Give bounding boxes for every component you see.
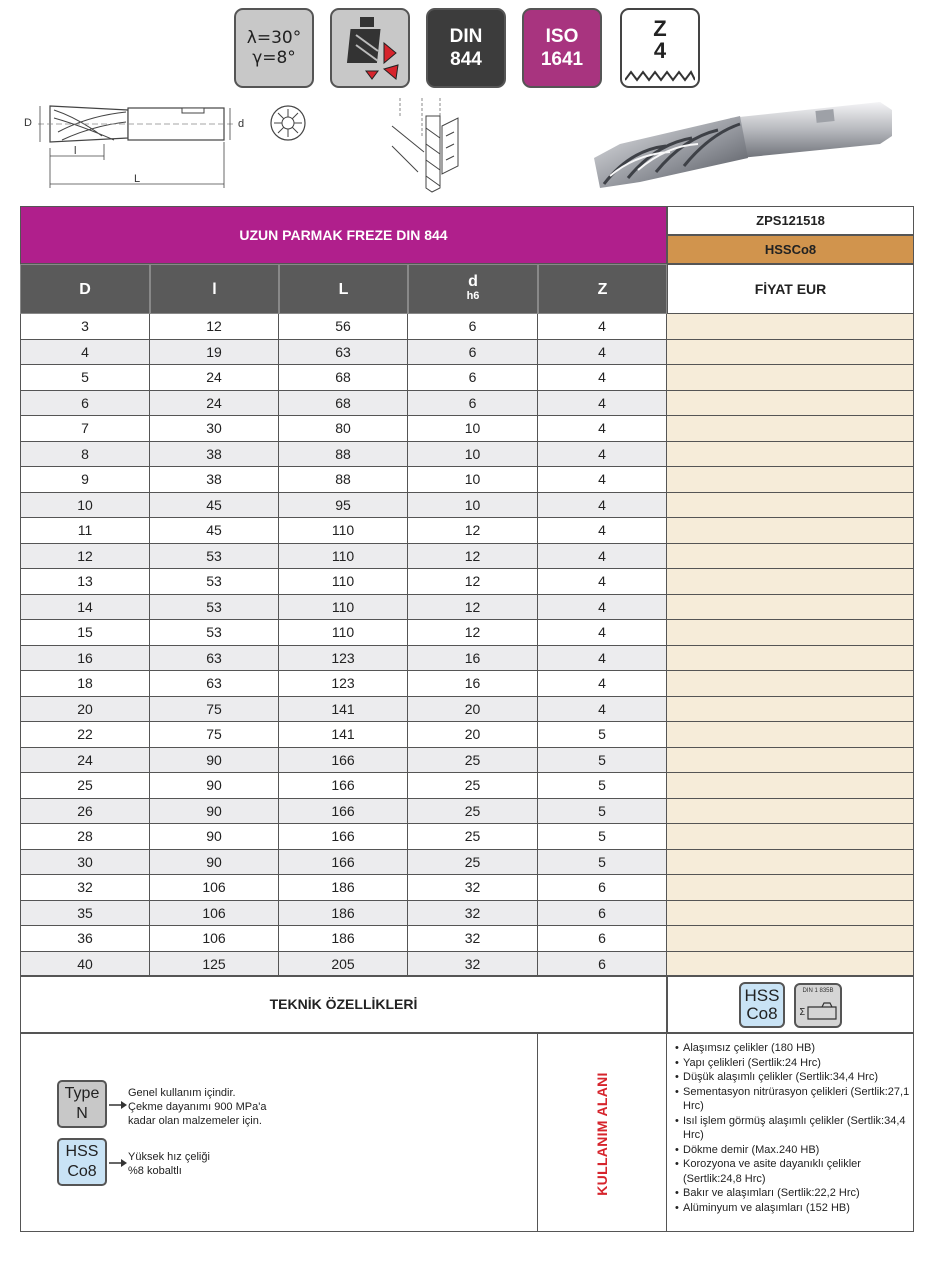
cell-Z: 4 — [538, 569, 667, 595]
usage-list-cell — [667, 1033, 914, 1232]
usage-item: • Alaşımsız çelikler (180 HB) — [675, 1041, 913, 1056]
cell-D: 13 — [20, 569, 150, 595]
table-row — [20, 544, 914, 570]
cell-L: 110 — [279, 620, 408, 646]
cell-price — [667, 340, 914, 366]
hss-description — [128, 1150, 210, 1178]
table-title: UZUN PARMAK FREZE DIN 844 — [20, 206, 667, 264]
table-row — [20, 416, 914, 442]
table-row — [20, 646, 914, 672]
cell-Z: 5 — [538, 722, 667, 748]
table-row — [20, 620, 914, 646]
column-header-D-label: D — [79, 280, 91, 298]
cell-l: 90 — [150, 799, 279, 825]
cell-price — [667, 926, 914, 952]
hss-icon-line2: Co8 — [746, 1004, 778, 1023]
cell-D: 24 — [20, 748, 150, 774]
cell-L: 123 — [279, 646, 408, 672]
cell-Z: 5 — [538, 799, 667, 825]
tech-icons — [667, 975, 914, 1033]
d-dim-label: d — [238, 118, 245, 130]
cell-L: 166 — [279, 748, 408, 774]
cell-L: 186 — [279, 926, 408, 952]
helix-rake-angle-badge — [234, 8, 314, 88]
cell-price — [667, 748, 914, 774]
cell-D: 3 — [20, 314, 150, 340]
cell-Z: 4 — [538, 493, 667, 519]
cell-d: 32 — [408, 952, 538, 978]
cell-l: 53 — [150, 544, 279, 570]
type-desc-line1: Genel kullanım içindir. — [128, 1087, 236, 1099]
cell-Z: 4 — [538, 391, 667, 417]
cell-price — [667, 773, 914, 799]
cell-Z: 4 — [538, 518, 667, 544]
cell-D: 4 — [20, 340, 150, 366]
cell-d: 12 — [408, 569, 538, 595]
cell-l: 90 — [150, 773, 279, 799]
cell-price — [667, 493, 914, 519]
table-row — [20, 467, 914, 493]
cell-D: 16 — [20, 646, 150, 672]
shank-shape-icon — [798, 999, 842, 1025]
cell-d: 32 — [408, 875, 538, 901]
cell-Z: 6 — [538, 875, 667, 901]
type-line1: Type — [64, 1085, 100, 1102]
table-row — [20, 850, 914, 876]
cell-l: 53 — [150, 569, 279, 595]
hss-line2: Co8 — [67, 1163, 97, 1180]
type-desc-line3: kadar olan malzemeler için. — [128, 1115, 262, 1127]
cell-price — [667, 442, 914, 468]
cell-D: 35 — [20, 901, 150, 927]
material-label: HSSCo8 — [667, 235, 914, 264]
cell-D: 14 — [20, 595, 150, 621]
cell-d: 12 — [408, 595, 538, 621]
cell-price — [667, 697, 914, 723]
cell-l: 45 — [150, 518, 279, 544]
cell-D: 10 — [20, 493, 150, 519]
cell-Z: 4 — [538, 314, 667, 340]
cell-L: 110 — [279, 569, 408, 595]
iso-number: 1641 — [540, 49, 584, 70]
cell-Z: 4 — [538, 442, 667, 468]
teeth-icon — [625, 68, 695, 82]
z-label: Z — [653, 16, 667, 41]
cell-D: 5 — [20, 365, 150, 391]
cell-L: 166 — [279, 824, 408, 850]
cell-d: 6 — [408, 340, 538, 366]
hss-desc-line2: %8 kobaltlı — [128, 1165, 182, 1177]
hss-co8-icon — [739, 982, 785, 1028]
iso-badge — [522, 8, 602, 88]
cell-d: 16 — [408, 646, 538, 672]
table-row — [20, 493, 914, 519]
table-row — [20, 952, 914, 978]
cell-l: 106 — [150, 926, 279, 952]
cell-l: 24 — [150, 365, 279, 391]
cell-price — [667, 646, 914, 672]
type-desc-line2: Çekme dayanımı 900 MPa'a — [128, 1101, 267, 1113]
table-row — [20, 518, 914, 544]
cell-d: 25 — [408, 773, 538, 799]
operation-drawing — [388, 96, 478, 196]
cell-price — [667, 875, 914, 901]
cell-price — [667, 722, 914, 748]
cell-d: 10 — [408, 442, 538, 468]
usage-item: • Korozyona ve asite dayanıklı çelikler (Sertlik:24,8 Hrc) — [675, 1157, 913, 1186]
cell-l: 45 — [150, 493, 279, 519]
cell-price — [667, 365, 914, 391]
cell-Z: 4 — [538, 595, 667, 621]
table-row — [20, 773, 914, 799]
table-row — [20, 875, 914, 901]
usage-item: • Bakır ve alaşımları (Sertlik:22,2 Hrc) — [675, 1186, 913, 1201]
table-row — [20, 569, 914, 595]
cell-l: 125 — [150, 952, 279, 978]
cell-D: 20 — [20, 697, 150, 723]
cell-d: 16 — [408, 671, 538, 697]
usage-item: • Isıl işlem görmüş alaşımlı çelikler (Sertlik:34,4 Hrc) — [675, 1114, 913, 1143]
column-header-d-tolerance: h6 — [466, 290, 480, 302]
table-row — [20, 595, 914, 621]
cell-d: 32 — [408, 926, 538, 952]
cell-price — [667, 314, 914, 340]
usage-list — [675, 1041, 913, 1215]
column-header-Z-label: Z — [597, 280, 608, 298]
type-n-icon — [57, 1080, 107, 1128]
cell-L: 56 — [279, 314, 408, 340]
cell-d: 25 — [408, 824, 538, 850]
cell-Z: 4 — [538, 365, 667, 391]
cell-d: 6 — [408, 314, 538, 340]
cell-l: 106 — [150, 875, 279, 901]
cell-L: 186 — [279, 901, 408, 927]
cell-price — [667, 391, 914, 417]
cell-L: 166 — [279, 799, 408, 825]
cell-D: 6 — [20, 391, 150, 417]
usage-item: • Alüminyum ve alaşımları (152 HB) — [675, 1201, 913, 1216]
cell-L: 166 — [279, 850, 408, 876]
din-label: DIN — [449, 26, 483, 47]
rake-angle-text: γ=8° — [252, 48, 296, 68]
cell-d: 10 — [408, 467, 538, 493]
din-shank-icon — [794, 983, 842, 1028]
column-header-d — [408, 264, 538, 314]
cell-l: 53 — [150, 620, 279, 646]
cell-price — [667, 416, 914, 442]
cell-L: 63 — [279, 340, 408, 366]
cell-Z: 4 — [538, 671, 667, 697]
cell-Z: 4 — [538, 697, 667, 723]
cell-d: 20 — [408, 697, 538, 723]
cell-l: 90 — [150, 824, 279, 850]
type-section — [20, 1033, 538, 1232]
table-row — [20, 926, 914, 952]
cell-price — [667, 544, 914, 570]
cell-l: 63 — [150, 646, 279, 672]
cell-price — [667, 952, 914, 978]
arrow-right-icon — [109, 1100, 127, 1110]
cell-d: 6 — [408, 365, 538, 391]
cell-d: 25 — [408, 799, 538, 825]
cell-Z: 4 — [538, 544, 667, 570]
cell-d: 12 — [408, 518, 538, 544]
cell-D: 22 — [20, 722, 150, 748]
table-row — [20, 365, 914, 391]
dimension-drawing — [18, 96, 338, 192]
cell-l: 19 — [150, 340, 279, 366]
cell-d: 10 — [408, 493, 538, 519]
cell-l: 38 — [150, 442, 279, 468]
cell-L: 141 — [279, 697, 408, 723]
table-row — [20, 314, 914, 340]
din-shank-label: DIN 1 835B — [802, 988, 834, 994]
table-row — [20, 799, 914, 825]
din-badge — [426, 8, 506, 88]
type-line2: N — [76, 1105, 88, 1122]
cell-price — [667, 595, 914, 621]
cell-Z: 4 — [538, 620, 667, 646]
tech-title: TEKNİK ÖZELLİKLERİ — [20, 975, 667, 1033]
cell-d: 25 — [408, 850, 538, 876]
cell-L: 88 — [279, 442, 408, 468]
cell-price — [667, 901, 914, 927]
cell-D: 30 — [20, 850, 150, 876]
hss-co8-material-icon — [57, 1138, 107, 1186]
cell-l: 30 — [150, 416, 279, 442]
cell-Z: 4 — [538, 416, 667, 442]
usage-item: • Sementasyon nitrürasyon çelikleri (Sertlik:27,1 Hrc) — [675, 1085, 913, 1114]
cell-L: 68 — [279, 391, 408, 417]
cell-l: 90 — [150, 850, 279, 876]
cell-L: 95 — [279, 493, 408, 519]
column-header-L — [279, 264, 408, 314]
cell-price — [667, 467, 914, 493]
cell-Z: 6 — [538, 926, 667, 952]
cell-d: 10 — [408, 416, 538, 442]
table-row — [20, 340, 914, 366]
hss-desc-line1: Yüksek hız çeliği — [128, 1151, 210, 1163]
cell-Z: 6 — [538, 952, 667, 978]
cell-Z: 6 — [538, 901, 667, 927]
cell-l: 63 — [150, 671, 279, 697]
iso-label: ISO — [545, 26, 579, 47]
column-header-L-label: L — [338, 280, 349, 298]
cell-price — [667, 671, 914, 697]
cell-L: 123 — [279, 671, 408, 697]
cell-Z: 4 — [538, 467, 667, 493]
din-number: 844 — [450, 49, 482, 70]
cell-D: 25 — [20, 773, 150, 799]
column-header-price — [667, 264, 914, 314]
cell-D: 40 — [20, 952, 150, 978]
cell-L: 205 — [279, 952, 408, 978]
usage-item: • Yapı çelikleri (Sertlik:24 Hrc) — [675, 1056, 913, 1071]
end-mill-photo — [580, 96, 900, 196]
cell-price — [667, 824, 914, 850]
usage-title: KULLANIM ALANI — [594, 1072, 610, 1196]
cell-price — [667, 850, 914, 876]
cell-price — [667, 518, 914, 544]
feature-badges — [234, 8, 704, 90]
cell-D: 15 — [20, 620, 150, 646]
cell-price — [667, 620, 914, 646]
l-dim-label: l — [74, 145, 77, 157]
column-header-D — [20, 264, 150, 314]
cell-L: 68 — [279, 365, 408, 391]
usage-item: • Dökme demir (Max.240 HB) — [675, 1143, 913, 1158]
D-dim-label: D — [24, 117, 32, 129]
cell-Z: 4 — [538, 646, 667, 672]
cell-D: 36 — [20, 926, 150, 952]
table-body — [20, 314, 914, 977]
cell-L: 80 — [279, 416, 408, 442]
cutting-direction-icon — [338, 15, 402, 81]
cell-D: 12 — [20, 544, 150, 570]
cell-l: 12 — [150, 314, 279, 340]
cell-L: 110 — [279, 544, 408, 570]
usage-title-cell — [538, 1033, 667, 1232]
table-row — [20, 722, 914, 748]
cell-D: 11 — [20, 518, 150, 544]
cell-d: 32 — [408, 901, 538, 927]
cell-price — [667, 569, 914, 595]
cell-d: 25 — [408, 748, 538, 774]
cell-l: 24 — [150, 391, 279, 417]
column-header-d-label: d — [468, 273, 478, 290]
cell-l: 75 — [150, 722, 279, 748]
cell-L: 141 — [279, 722, 408, 748]
table-row — [20, 748, 914, 774]
cell-l: 75 — [150, 697, 279, 723]
table-row — [20, 442, 914, 468]
L-dim-label: L — [134, 173, 141, 185]
table-row — [20, 391, 914, 417]
cell-D: 18 — [20, 671, 150, 697]
column-header-l-label: l — [212, 280, 217, 298]
cell-L: 110 — [279, 518, 408, 544]
cell-d: 12 — [408, 544, 538, 570]
cell-d: 6 — [408, 391, 538, 417]
cell-L: 88 — [279, 467, 408, 493]
cell-Z: 5 — [538, 824, 667, 850]
cell-D: 32 — [20, 875, 150, 901]
product-code: ZPS121518 — [667, 206, 914, 235]
column-header-Z — [538, 264, 667, 314]
type-description — [128, 1086, 266, 1128]
cell-D: 28 — [20, 824, 150, 850]
cell-D: 8 — [20, 442, 150, 468]
z-number: 4 — [653, 38, 667, 63]
price-header-label: FİYAT EUR — [754, 280, 827, 297]
table-row — [20, 671, 914, 697]
cell-D: 7 — [20, 416, 150, 442]
table-row — [20, 901, 914, 927]
cell-L: 186 — [279, 875, 408, 901]
flute-count-badge — [620, 8, 700, 88]
svg-text:Σ: Σ — [799, 1007, 806, 1018]
hss-line1: HSS — [65, 1143, 99, 1160]
cell-Z: 4 — [538, 340, 667, 366]
cell-Z: 5 — [538, 773, 667, 799]
cutting-direction-badge — [330, 8, 410, 88]
cell-D: 9 — [20, 467, 150, 493]
table-row — [20, 824, 914, 850]
cell-l: 106 — [150, 901, 279, 927]
cell-Z: 5 — [538, 748, 667, 774]
cell-d: 20 — [408, 722, 538, 748]
cell-d: 12 — [408, 620, 538, 646]
cell-Z: 5 — [538, 850, 667, 876]
usage-item: • Düşük alaşımlı çelikler (Sertlik:34,4 Hrc) — [675, 1070, 913, 1085]
hss-icon-line1: HSS — [744, 986, 780, 1005]
cell-price — [667, 799, 914, 825]
table-row — [20, 697, 914, 723]
cell-l: 53 — [150, 595, 279, 621]
cell-l: 90 — [150, 748, 279, 774]
cell-D: 26 — [20, 799, 150, 825]
cell-L: 166 — [279, 773, 408, 799]
cell-l: 38 — [150, 467, 279, 493]
helix-angle-text: λ=30° — [246, 28, 302, 48]
arrow-right-icon — [109, 1158, 127, 1168]
column-header-l — [150, 264, 279, 314]
cell-L: 110 — [279, 595, 408, 621]
